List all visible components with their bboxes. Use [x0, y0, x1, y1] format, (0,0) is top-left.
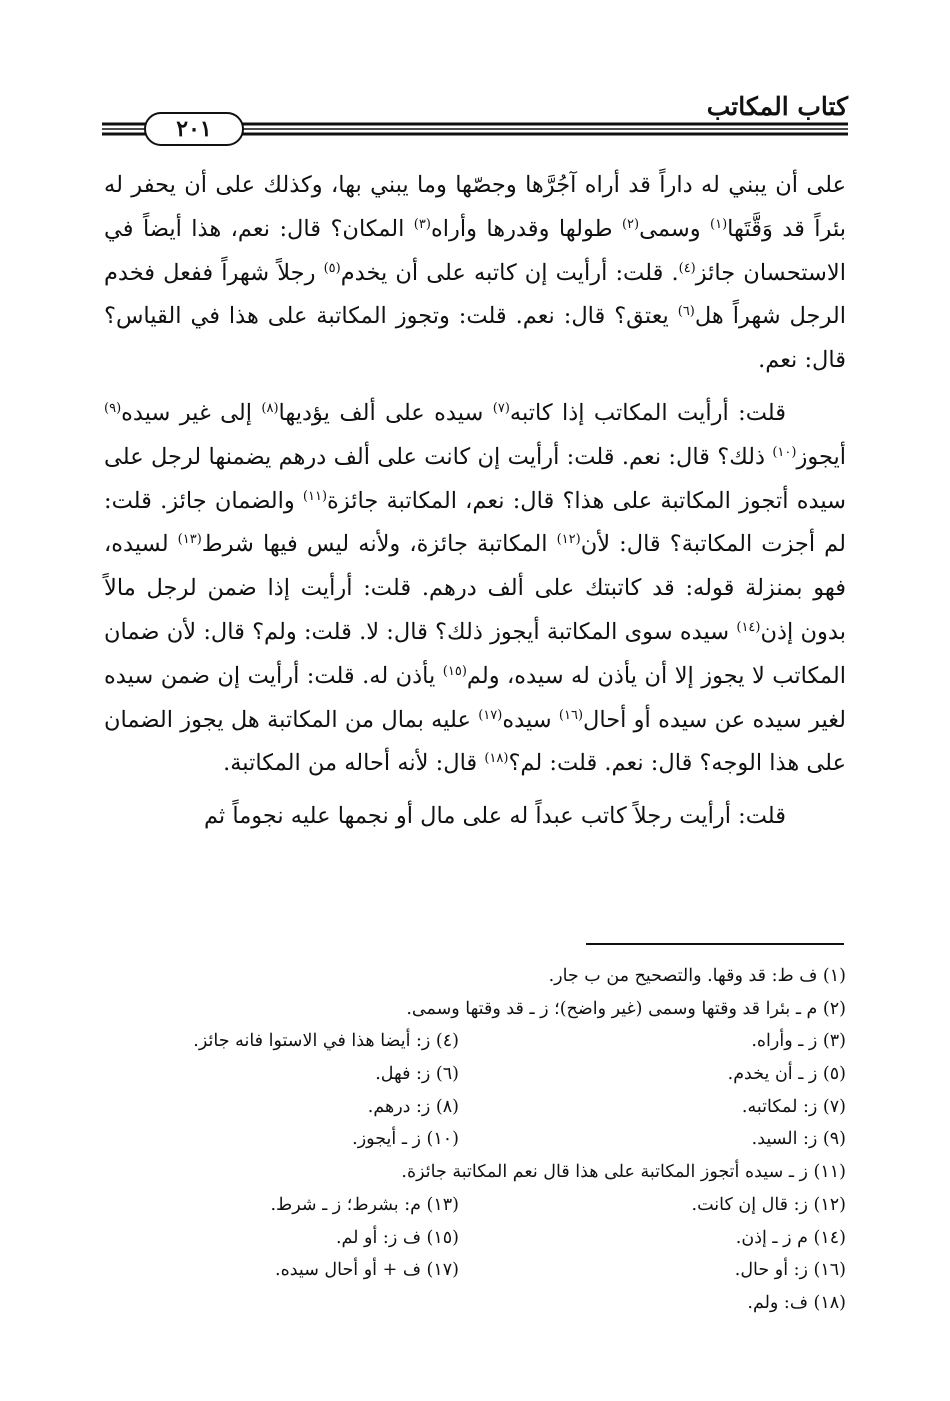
footnote-16: (١٦) ز: أو حال.	[734, 1260, 846, 1281]
text-run: المكاتبة جائزة، ولأنه ليس فيها شرط	[201, 531, 557, 558]
paragraph-1	[104, 164, 846, 383]
paragraph-2	[104, 392, 846, 786]
text-run: على أن يبني له داراً قد أراه آجُرَّها وجصّها وما يبني بها، وكذلك على أن يحفر له بئراً قد وَقَّتَها	[104, 172, 846, 242]
footnote-ref: (١٧)	[478, 707, 503, 723]
footnote-row	[104, 1189, 846, 1222]
footnote-row	[104, 1222, 846, 1255]
header-rule	[102, 112, 848, 146]
footnote-6: (٦) ز: فهل.	[375, 1064, 459, 1085]
footnote-ref: (٥)	[323, 260, 341, 276]
footnote-ref: (٧)	[492, 400, 510, 416]
footnote-10: (١٠) ز ـ أيجوز.	[352, 1129, 459, 1150]
footnote-14: (١٤) م ز ـ إذن.	[735, 1227, 846, 1248]
footnote-ref: (١٤)	[736, 619, 761, 635]
text-run: . قلت: أرأيت إن كاتبه على أن يخدم	[340, 259, 679, 286]
footnote-row	[104, 993, 846, 1026]
text-run: قال: لأنه أحاله من المكاتبة.	[223, 750, 485, 777]
footnote-7: (٧) ز: لمكاتبه.	[741, 1096, 846, 1117]
footnote-row	[104, 1287, 846, 1320]
footnote-ref: (٨)	[261, 400, 279, 416]
footnote-5: (٥) ز ـ أن يخدم.	[727, 1064, 846, 1085]
text-run: سيده	[502, 706, 559, 733]
footnote-ref: (٤)	[678, 260, 696, 276]
footnote-4: (٤) ز: أيضا هذا في الاستوا فانه جائز.	[193, 1031, 459, 1052]
text-run: طولها وقدرها وأراه	[430, 215, 622, 242]
footnote-9: (٩) ز: السيد.	[751, 1129, 846, 1150]
footnote-row	[104, 1254, 846, 1287]
footnote-row	[104, 1058, 846, 1091]
page-number: ٢٠١	[144, 112, 244, 146]
text-run: أيجوز	[796, 443, 846, 470]
footnote-ref: (١٦)	[558, 707, 584, 723]
footnote-1: (١) ف ط: قد وقها. والتصحيح من ب جار.	[548, 966, 846, 986]
footnote-row	[104, 1123, 846, 1156]
footnote-11: (١١) ز ـ سيده أتجوز المكاتبة على هذا قال نعم المكاتبة جائزة.	[401, 1162, 846, 1183]
text-run: سيده على ألف يؤديها	[278, 399, 493, 426]
footnote-ref: (١٥)	[442, 663, 467, 679]
footnote-3: (٣) ز ـ وأراه.	[751, 1031, 846, 1052]
footnote-2: (٢) م ـ بئرا قد وقتها وسمى (غير واضح)؛ ز ـ قد وقتها وسمى.	[406, 998, 846, 1019]
paragraph-3: قلت: أرأيت رجلاً كاتب عبداً له على مال أو نجمها عليه نجوماً ثم	[203, 803, 786, 830]
footnote-ref: (١٢)	[556, 532, 581, 548]
text-run: يأذن له. قلت: أرأيت إن ضمن سيده لغير سيده عن سيده أو أحال	[104, 662, 846, 733]
text-run: رجلاً شهراً ففعل فخدم الرجل شهراً هل	[104, 259, 846, 330]
footnote-ref: (١١)	[302, 488, 328, 504]
footnote-row	[104, 1025, 846, 1058]
footnote-ref: (١٨)	[484, 751, 509, 767]
text-run: قلت: أرأيت المكاتب إذا كاتبه	[509, 399, 786, 426]
footnote-12: (١٢) ز: قال إن كانت.	[691, 1194, 846, 1215]
footnote-ref: (٩)	[104, 400, 122, 416]
footnote-ref: (٣)	[413, 216, 431, 232]
text-run: والضمان جائز. قلت: لم أجزت المكاتبة؟ قال: لأن	[104, 487, 846, 558]
footnote-ref: (٦)	[677, 304, 695, 320]
footnote-row	[104, 1091, 846, 1124]
footnote-8: (٨) ز: درهم.	[367, 1096, 459, 1117]
running-header-title: كتاب المكاتب	[706, 92, 848, 121]
footnote-row	[104, 960, 846, 993]
footnote-15: (١٥) ف ز: أو لم.	[335, 1227, 459, 1248]
text-run: عليه بمال من المكاتبة هل يجوز الضمان على هذا الوجه؟ قال: نعم. قلت: لم؟	[104, 706, 846, 777]
footnote-ref: (١٣)	[177, 532, 202, 548]
footnote-ref: (١٠)	[772, 444, 797, 460]
footnote-13: (١٣) م: بشرط؛ ز ـ شرط.	[270, 1194, 459, 1215]
footnote-row	[104, 1156, 846, 1189]
text-run: إلى غير سيده	[121, 399, 262, 426]
footnote-ref: (٢)	[621, 216, 640, 232]
footnote-ref: (١)	[710, 216, 728, 232]
text-run: وسمى	[639, 215, 711, 242]
text-run: سيده سوى المكاتبة أيجوز ذلك؟ قال: لا. قلت: ولم؟ قال: لأن ضمان المكاتب لا يجوز إلا أن يأذن له سيده، ولم	[104, 618, 847, 689]
text-run: المكان؟ قال: نعم، هذا أيضاً في الاستحسان جائز	[104, 215, 846, 286]
text-run: يعتق؟ قال: نعم. قلت: وتجوز المكاتبة على هذا في القياس؟ قال: نعم.	[104, 303, 846, 374]
text-run: لسيده، فهو بمنزلة قوله: قد كاتبتك على ألف درهم. قلت: أرأيت إذا ضمن لرجل مالاً بدون إذن	[104, 531, 846, 645]
footnotes	[104, 960, 846, 1320]
text-run: ذلك؟ قال: نعم. قلت: أرأيت إن كانت على ألف درهم يضمنها لرجل على سيده أتجوز المكاتبة على هذا؟ قال: نعم، المكاتبة جائزة	[104, 443, 846, 514]
footnote-separator	[586, 943, 844, 945]
footnote-18: (١٨) ف: ولم.	[747, 1292, 846, 1313]
main-text	[104, 164, 846, 839]
footnote-17: (١٧) ف + أو أحال سيده.	[275, 1260, 459, 1281]
